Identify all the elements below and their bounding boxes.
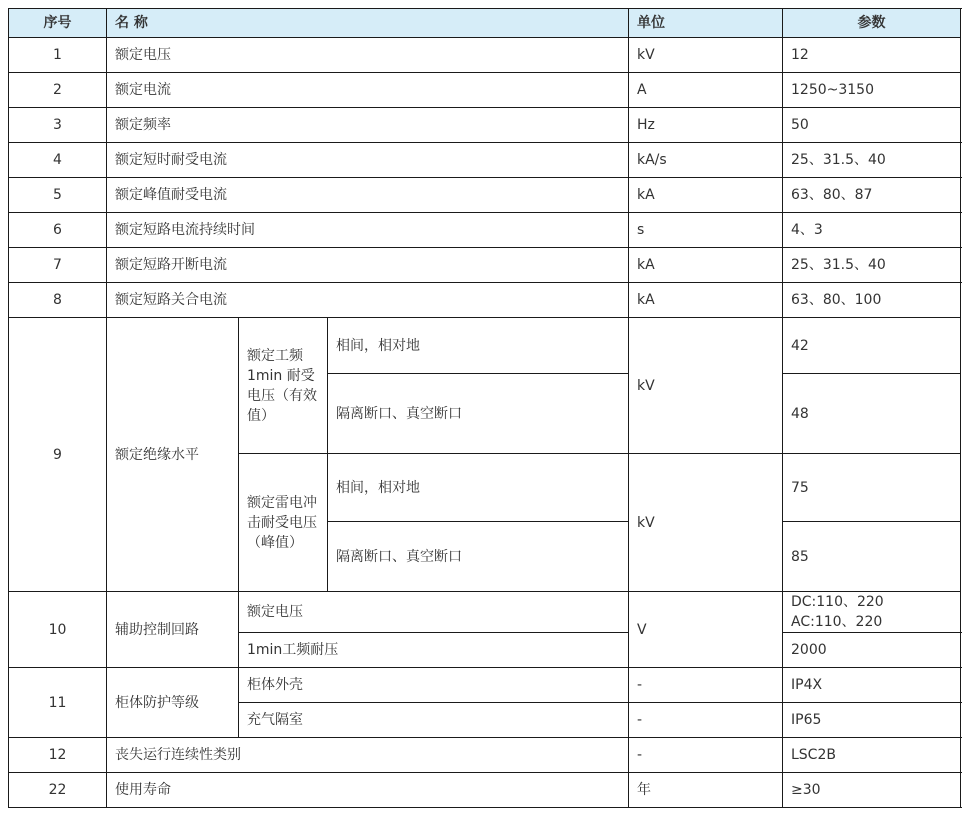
insulation-group-label: 额定工频1min 耐受电压（有效值） — [239, 318, 328, 454]
row-value: 50 — [783, 108, 961, 143]
row-no: 1 — [9, 38, 107, 73]
row-value: LSC2B — [783, 738, 961, 773]
row-unit: - — [629, 703, 783, 738]
row-name: 使用寿命 — [107, 773, 629, 808]
row-value: 25、31.5、40 — [783, 248, 961, 283]
row-name: 辅助控制回路 — [107, 592, 239, 668]
table-row — [9, 318, 961, 374]
row-no: 10 — [9, 592, 107, 668]
row-unit: - — [629, 738, 783, 773]
header-unit: 单位 — [629, 9, 783, 38]
row-value: IP65 — [783, 703, 961, 738]
table-row — [9, 283, 961, 318]
row-name: 额定电压 — [107, 38, 629, 73]
row-value-1: 42 — [783, 318, 961, 374]
row-unit: 年 — [629, 773, 783, 808]
row-unit: - — [629, 668, 783, 703]
row-name: 柜体防护等级 — [107, 668, 239, 738]
row-unit: kA — [629, 283, 783, 318]
insulation-sub-label: 隔离断口、真空断口 — [328, 374, 629, 454]
row-value: 2000 — [783, 633, 961, 668]
row-no: 8 — [9, 283, 107, 318]
table-row — [9, 773, 961, 808]
spec-table — [8, 8, 961, 808]
row-unit: V — [629, 592, 783, 668]
row-value: DC:110、220 AC:110、220 — [783, 592, 961, 633]
row-no: 5 — [9, 178, 107, 213]
row-value-1: 12 — [783, 38, 961, 73]
sub-label: 1min工频耐压 — [239, 633, 629, 668]
row-no: 4 — [9, 143, 107, 178]
row-unit: s — [629, 213, 783, 248]
row-no: 12 — [9, 738, 107, 773]
table-row — [9, 38, 961, 73]
table-row — [9, 73, 961, 108]
row-name: 额定峰值耐受电流 — [107, 178, 629, 213]
insulation-sub-label: 隔离断口、真空断口 — [328, 522, 629, 592]
row-value-1: 1250~3150 — [783, 73, 961, 108]
row-name: 额定电流 — [107, 73, 629, 108]
row-name: 额定短时耐受电流 — [107, 143, 629, 178]
header-row — [9, 9, 961, 38]
row-no: 9 — [9, 318, 107, 592]
row-unit: kA/s — [629, 143, 783, 178]
row-value-1: 85 — [783, 522, 961, 592]
insulation-sub-label: 相间，相对地 — [328, 454, 629, 522]
row-value: 63、80、87 — [783, 178, 961, 213]
row-no: 7 — [9, 248, 107, 283]
row-unit: A — [629, 73, 783, 108]
insulation-group-label: 额定雷电冲击耐受电压（峰值） — [239, 454, 328, 592]
table-row — [9, 738, 961, 773]
row-unit: kA — [629, 248, 783, 283]
row-value: 4、3 — [783, 213, 961, 248]
row-unit: kV — [629, 454, 783, 592]
table-row — [9, 178, 961, 213]
header-name: 名 称 — [107, 9, 629, 38]
row-name: 丧失运行连续性类别 — [107, 738, 629, 773]
row-unit: Hz — [629, 108, 783, 143]
row-name: 额定频率 — [107, 108, 629, 143]
row-no: 2 — [9, 73, 107, 108]
sub-label: 充气隔室 — [239, 703, 629, 738]
row-value-1: 48 — [783, 374, 961, 454]
table-row — [9, 143, 961, 178]
row-name: 额定短路电流持续时间 — [107, 213, 629, 248]
insulation-sub-label: 相间，相对地 — [328, 318, 629, 374]
table-row — [9, 213, 961, 248]
row-no: 6 — [9, 213, 107, 248]
row-name: 额定短路关合电流 — [107, 283, 629, 318]
sub-label: 柜体外壳 — [239, 668, 629, 703]
table-row — [9, 592, 961, 633]
header-no: 序号 — [9, 9, 107, 38]
row-unit: kA — [629, 178, 783, 213]
row-no: 22 — [9, 773, 107, 808]
row-no: 11 — [9, 668, 107, 738]
row-value-1: 75 — [783, 454, 961, 522]
row-unit: kV — [629, 318, 783, 454]
table-row — [9, 108, 961, 143]
row-value: 25、31.5、40 — [783, 143, 961, 178]
table-row — [9, 668, 961, 703]
row-name: 额定绝缘水平 — [107, 318, 239, 592]
row-no: 3 — [9, 108, 107, 143]
row-value: 63、80、100 — [783, 283, 961, 318]
row-name: 额定短路开断电流 — [107, 248, 629, 283]
sub-label: 额定电压 — [239, 592, 629, 633]
table-row — [9, 248, 961, 283]
row-value: IP4X — [783, 668, 961, 703]
row-unit: kV — [629, 38, 783, 73]
header-params: 参数 — [783, 9, 961, 38]
row-value: ≥30 — [783, 773, 961, 808]
